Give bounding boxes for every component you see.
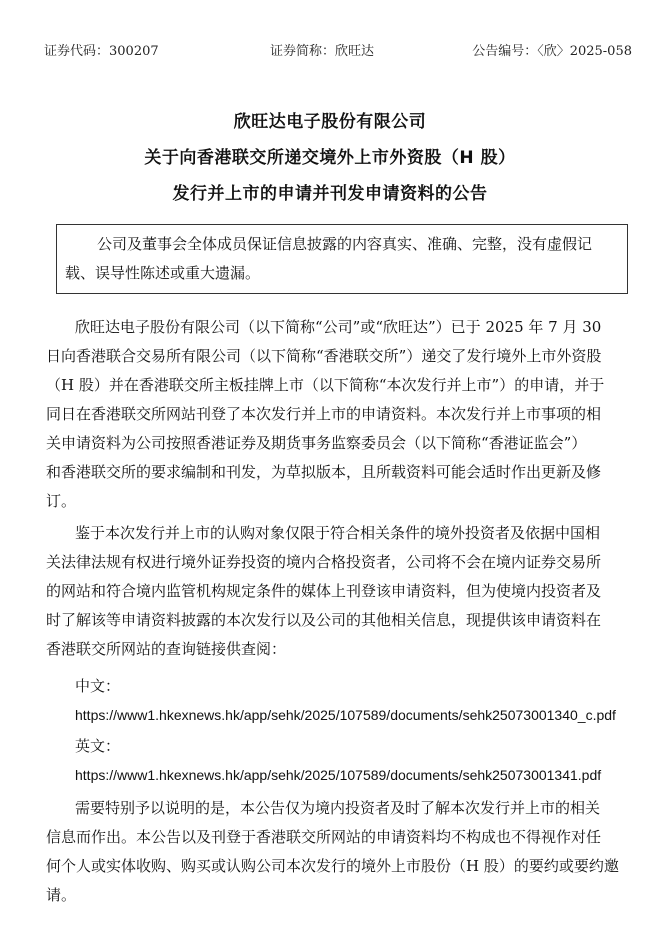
paragraph-line: 日向香港联合交易所有限公司（以下简称“香港联交所”）递交了发行境外上市外资股 — [46, 347, 602, 365]
paragraph-line: 订。 — [46, 492, 77, 510]
paragraph-line: 香港联交所网站的查询链接供查阅： — [46, 640, 287, 658]
paragraph-line: 关申请资料为公司按照香港证券及期货事务监察委员会（以下简称“香港证监会”） — [46, 434, 587, 452]
paragraph-line: 的网站和符合境内监管机构规定条件的媒体上刊登该申请资料，但为使境内投资者及 — [46, 582, 602, 600]
chinese-document-link[interactable]: https://www1.hkexnews.hk/app/sehk/2025/107589/documents/sehk25073001340_c.pdf — [75, 707, 616, 723]
paragraph-line: 时了解该等申请资料披露的本次发行以及公司的其他相关信息，现提供该申请资料在 — [46, 611, 602, 629]
chinese-link-label: 中文： — [75, 677, 121, 695]
paragraph-line: 欣旺达电子股份有限公司（以下简称“公司”或“欣旺达”）已于 2025 年 7 月 30 — [75, 318, 602, 336]
paragraph-line: 请。 — [46, 886, 77, 904]
notice-number: 公告编号：〈欣〉2025-058 — [472, 44, 632, 59]
paragraph-line: 和香港联交所的要求编制和刊发，为草拟版本，且所载资料可能会适时作出更新及修 — [46, 463, 602, 481]
paragraph-line: 同日在香港联交所网站刊登了本次发行并上市的申请资料。本次发行并上市事项的相 — [46, 405, 602, 423]
english-document-link[interactable]: https://www1.hkexnews.hk/app/sehk/2025/107589/documents/sehk25073001341.pdf — [75, 767, 602, 783]
paragraph-line: 信息而作出。本公告以及刊登于香港联交所网站的申请资料均不构成也不得视作对任 — [46, 828, 602, 846]
title-line-2: 关于向香港联交所递交境外上市外资股（H 股） — [144, 148, 516, 168]
paragraph-line: （H 股）并在香港联交所主板挂牌上市（以下简称“本次发行并上市”）的申请，并于 — [46, 376, 605, 394]
guarantee-line-2: 载、误导性陈述或重大遗漏。 — [65, 264, 261, 282]
paragraph-line: 鉴于本次发行并上市的认购对象仅限于符合相关条件的境外投资者及依据中国相 — [75, 524, 601, 542]
title-line-3: 发行并上市的申请并刊发申请资料的公告 — [172, 184, 488, 204]
english-link-label: 英文： — [75, 737, 121, 755]
guarantee-line-1: 公司及董事会全体成员保证信息披露的内容真实、准确、完整，没有虚假记 — [97, 235, 593, 253]
paragraph-line: 何个人或实体收购、购买或认购公司本次发行的境外上市股份（H 股）的要约或要约邀 — [46, 857, 619, 875]
board-guarantee-box — [56, 224, 628, 294]
title-line-1: 欣旺达电子股份有限公司 — [233, 112, 427, 132]
stock-code: 证券代码：300207 — [44, 44, 159, 59]
paragraph-line: 需要特别予以说明的是，本公告仅为境内投资者及时了解本次发行并上市的相关 — [75, 799, 601, 817]
paragraph-line: 关法律法规有权进行境外证券投资的境内合格投资者，公司将不会在境内证券交易所 — [46, 553, 602, 571]
stock-abbreviation: 证券简称：欣旺达 — [270, 44, 375, 59]
